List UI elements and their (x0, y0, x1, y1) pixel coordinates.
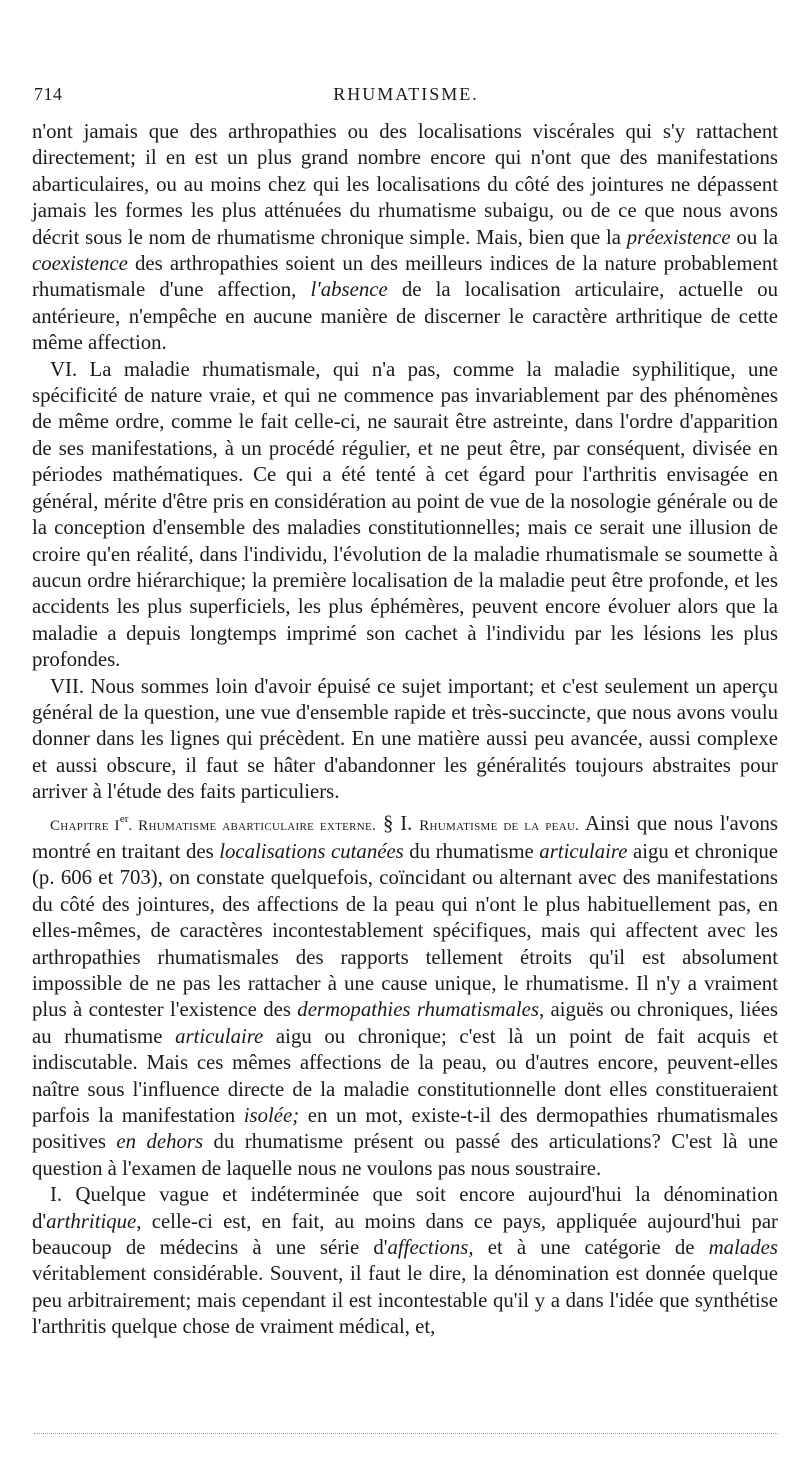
text-segment: coexistence (32, 252, 128, 276)
text-segment: § I. (376, 811, 420, 835)
text-segment: localisations cutanées (219, 839, 404, 863)
text-segment: , et à une catégorie de (468, 1235, 709, 1259)
text-segment: malades (708, 1235, 778, 1259)
text-segment: dermopathies rhumatismales (297, 998, 539, 1022)
text-segment: du rhumatisme (403, 839, 540, 863)
text-segment: Ainsi que nous l'avons montré en traitant des (32, 811, 778, 863)
text-segment: Rhumatisme de la peau. (419, 817, 580, 834)
page-number: 714 (34, 84, 63, 104)
text-segment: de la localisation articulaire, actuelle ou antérieure, n'empêche en aucune manière de discerner le caractère arthritique de cette même affection. (32, 278, 779, 355)
text-segment: Rhumatisme abarticulaire externe. (138, 817, 377, 834)
text-segment: , celle-ci est, en fait, au moins dans ce pays, appliquée aujourd'hui par beaucoup de médecins à une série d' (32, 1209, 778, 1259)
text-segment: articulaire (175, 1024, 264, 1048)
text-segment: des arthropathies soient un des meilleurs indices de la nature probablement rhumatismale d'une affection, (32, 252, 778, 302)
text-segment: n'ont jamais que des arthropathies ou des localisations viscérales qui s'y rattachent directement; il en est un plus grand nombre encore qui n'ont que des manifestations abarticulaires, ou au moins chez qui les localisations du côté des jointures ne dépassent jamais les formes les plus atténuées du rhumatisme subaigu, ou de ce que nous avons décrit sous le nom de rhumatisme chronique simple. Mais, bien que la (32, 120, 778, 249)
paragraph-continuation (32, 119, 778, 357)
text-segment: I. Quelque vague et indéterminée que soit encore aujourd'hui la dénomination d' (32, 1183, 778, 1233)
paragraph-section-i (32, 1182, 778, 1340)
text-segment: articulaire (539, 839, 628, 863)
paragraph-chapter-heading (32, 806, 778, 1183)
bottom-dotted-rule (34, 1433, 778, 1438)
text-segment: véritablement considérable. Souvent, il faut le dire, la dénomination est donnée quelque peu arbitrairement; mais cependant il est incontestable qu'il y a dans l'idée que synthétise l'arthritis quelque chose de vraiment médical, et, (32, 1262, 778, 1339)
paragraph-section-vii (32, 674, 778, 806)
text-segment: , aiguës ou chroniques, liées au rhumatisme (32, 998, 779, 1048)
page-header (34, 84, 778, 110)
text-segment: aigu et chronique (p. 606 et 703), on constate quelquefois, coïncidant ou alternant avec des manifestations du côté des jointures, des affections de la peau qui n'ont le plus habituellement pas, en elles-mêmes, de caractères incontestablement spécifiques, mais qui affectent avec les arthropathies rhumatismales des rapports tellement étroits qu'il est absolument impossible de ne pas les rattacher à une cause unique, le rhumatisme. Il n'y a vraiment plus à contester l'existence des (32, 839, 778, 1022)
text-segment: l'absence (310, 278, 388, 302)
text-segment: en un mot, existe-t-il des dermopathies rhumatismales positives (32, 1103, 778, 1154)
running-title: RHUMATISME. (333, 84, 479, 104)
text-segment: . (128, 817, 139, 834)
paragraph-section-vi (32, 357, 778, 674)
text-segment: er (119, 812, 129, 825)
text-segment: affections (387, 1235, 469, 1259)
text-segment: du rhumatisme présent ou passé des articulations? C'est là une question à l'examen de laquelle nous ne voulons pas nous soustraire. (32, 1130, 778, 1180)
body-text (32, 119, 778, 1341)
text-segment: isolée; (243, 1103, 300, 1127)
text-segment: préexistence (626, 225, 731, 249)
text-segment: en dehors (116, 1130, 204, 1154)
text-segment: ou la (730, 225, 778, 249)
text-segment: VII. Nous sommes loin d'avoir épuisé ce sujet important; et c'est seulement un aperçu général de la question, une vue d'ensemble rapide et très-succincte, que nous avons voulu donner dans les lignes qui précèdent. En une matière aussi peu avancée, aussi complexe et aussi obscure, il faut se hâter d'abandonner les généralités toujours abstraites pour arriver à l'étude des faits particuliers. (32, 674, 778, 804)
text-segment: arthritique (46, 1209, 137, 1233)
text-segment: Chapitre I (50, 817, 120, 834)
text-segment: VI. La maladie rhumatismale, qui n'a pas, comme la maladie syphilitique, une spécificité de nature vraie, et qui ne commence pas invariablement par des phénomènes de même ordre, comme le fait celle-ci, ne saurait être astreinte, dans l'ordre d'apparition de ses manifestations, à un procédé régulier, et ne peut être, par conséquent, divisée en périodes mathématiques. Ce qui a été tenté à cet égard pour l'arthritis envisagée en général, mérite d'être pris en considération au point de vue de la nosologie générale ou de la conception d'ensemble des maladies constitutionnelles; mais ce serait une illusion de croire qu'en réalité, dans l'individu, l'évolution de la maladie rhumatismale se soumette à aucun ordre hiérarchique; la première localisation de la maladie peut être profonde, et les accidents les plus superficiels, les plus éphémères, peuvent encore évoluer alors que la maladie a depuis longtemps imprimé son cachet à l'individu par les lésions les plus profondes. (32, 357, 778, 672)
text-segment: aigu ou chronique; c'est là un point de fait acquis et indiscutable. Mais ces mêmes affections de la peau, ou d'autres encore, peuvent-elles naître sous l'influence directe de la maladie constitutionnelle dont elles constitueraient parfois la manifestation (32, 1024, 778, 1127)
